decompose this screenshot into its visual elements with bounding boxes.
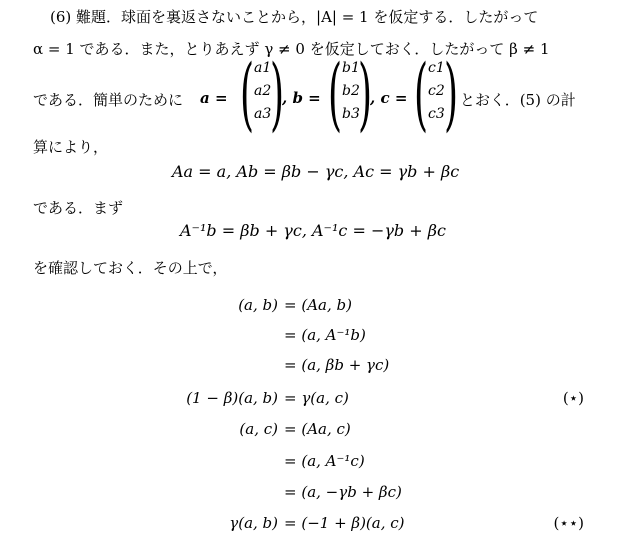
vector-c-label: , c =	[370, 89, 408, 107]
right-paren-c: )	[444, 47, 459, 140]
equation-row	[0, 420, 636, 442]
text-after-display-1: である．まず	[33, 199, 124, 217]
vector-c-entry-1: c1	[428, 60, 445, 76]
vector-a-entry-1: a1	[254, 60, 272, 76]
vector-b-entry-1: b1	[342, 60, 360, 76]
left-paren-b: (	[328, 47, 343, 140]
equation-lhs: (a, b)	[238, 296, 278, 314]
equation-rhs: = (a, A⁻¹b)	[284, 326, 366, 344]
left-paren-c: (	[414, 47, 429, 140]
vector-c-entry-2: c2	[428, 83, 445, 99]
equation-tag: (⋆⋆)	[553, 514, 584, 532]
left-paren-a: (	[240, 47, 255, 140]
equation-lhs: γ(a, b)	[229, 514, 278, 532]
vector-a-label: a =	[200, 89, 228, 107]
display-equation-2: A⁻¹b = βb + γc, A⁻¹c = −γb + βc	[180, 221, 446, 240]
text-after-display-2: を確認しておく．その上で，	[33, 259, 228, 277]
paragraph-line-1: (6) 難題．球面を裏返さないことから，|A| = 1 を仮定する．したがって	[50, 8, 539, 26]
vector-a	[240, 47, 285, 140]
display-equation-1: Aa = a, Ab = βb − γc, Ac = γb + βc	[172, 162, 460, 181]
paragraph-line-3-prefix: である．簡単のために	[33, 91, 184, 109]
equation-rhs: = (a, A⁻¹c)	[284, 452, 365, 470]
equation-rhs: = (−1 + β)(a, c)	[284, 514, 405, 532]
vector-a-entry-3: a3	[254, 106, 272, 122]
vector-b-entry-3: b3	[342, 106, 360, 122]
equation-row	[0, 483, 636, 505]
equation-rhs: = (a, βb + γc)	[284, 356, 390, 374]
vector-c	[414, 47, 459, 140]
equation-row	[0, 389, 636, 411]
equation-row	[0, 296, 636, 318]
vector-b	[328, 47, 373, 140]
vector-a-entry-2: a2	[254, 83, 272, 99]
equation-row	[0, 326, 636, 348]
paragraph-line-2: α = 1 である．また，とりあえず γ ≠ 0 を仮定しておく．したがって β ≠ 1	[33, 40, 550, 58]
paragraph-line-3-suffix: とおく．(5) の計	[460, 91, 576, 109]
equation-lhs: (1 − β)(a, b)	[186, 389, 278, 407]
equation-rhs: = γ(a, c)	[284, 389, 349, 407]
vector-b-label: , b =	[282, 89, 321, 107]
paragraph-line-4: 算により，	[33, 138, 109, 156]
right-paren-a: )	[270, 47, 285, 140]
equation-row	[0, 452, 636, 474]
equation-rhs: = (Aa, c)	[284, 420, 351, 438]
equation-lhs: (a, c)	[239, 420, 278, 438]
equation-row	[0, 356, 636, 378]
equation-rhs: = (Aa, b)	[284, 296, 352, 314]
vector-b-entry-2: b2	[342, 83, 360, 99]
right-paren-b: )	[358, 47, 373, 140]
vector-c-entry-3: c3	[428, 106, 445, 122]
equation-row	[0, 514, 636, 536]
equation-rhs: = (a, −γb + βc)	[284, 483, 402, 501]
equation-tag: (⋆)	[562, 389, 584, 407]
